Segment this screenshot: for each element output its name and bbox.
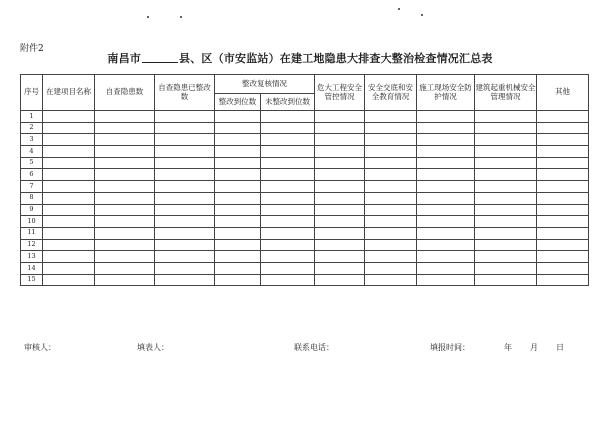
table-row xyxy=(21,157,589,169)
table-cell xyxy=(155,227,215,239)
table-cell xyxy=(95,157,155,169)
row-number: 2 xyxy=(21,122,43,134)
table-cell xyxy=(417,169,475,181)
table-cell xyxy=(43,157,95,169)
table-cell xyxy=(365,111,417,123)
row-number: 3 xyxy=(21,134,43,146)
header-self-rectified: 自查隐患已整改数 xyxy=(155,75,215,111)
row-number: 11 xyxy=(21,227,43,239)
footer-date-label: 填报时间： xyxy=(430,343,470,352)
row-number: 10 xyxy=(21,216,43,228)
table-cell xyxy=(155,239,215,251)
table-cell xyxy=(261,157,315,169)
table-cell xyxy=(537,181,589,193)
table-cell xyxy=(315,204,365,216)
footer-day: 日 xyxy=(556,343,564,352)
table-cell xyxy=(43,227,95,239)
table-cell xyxy=(155,111,215,123)
table-cell xyxy=(365,274,417,286)
table-cell xyxy=(315,274,365,286)
table-cell xyxy=(261,204,315,216)
header-site-protection: 施工现场安全防护情况 xyxy=(417,75,475,111)
table-cell xyxy=(417,181,475,193)
row-number: 4 xyxy=(21,146,43,158)
table-cell xyxy=(537,262,589,274)
table-cell xyxy=(215,216,261,228)
row-number: 9 xyxy=(21,204,43,216)
table-cell xyxy=(417,204,475,216)
table-cell xyxy=(537,169,589,181)
table-cell xyxy=(537,134,589,146)
page-title xyxy=(0,50,600,66)
table-cell xyxy=(215,122,261,134)
table-cell xyxy=(475,146,537,158)
header-recheck-undone: 未整改到位数 xyxy=(261,94,315,111)
table-cell xyxy=(365,181,417,193)
table-cell xyxy=(155,146,215,158)
title-suffix: 县、区（市安监站）在建工地隐患大排查大整治检查情况汇总表 xyxy=(179,52,493,65)
table-cell xyxy=(537,274,589,286)
table-cell xyxy=(43,216,95,228)
footer-month: 月 xyxy=(530,343,538,352)
table-cell xyxy=(417,216,475,228)
table-cell xyxy=(155,134,215,146)
row-number: 15 xyxy=(21,274,43,286)
table-cell xyxy=(95,169,155,181)
table-cell xyxy=(215,146,261,158)
table-cell xyxy=(261,181,315,193)
table-cell xyxy=(315,181,365,193)
table-cell xyxy=(261,169,315,181)
table-cell xyxy=(95,227,155,239)
table-cell xyxy=(315,157,365,169)
table-cell xyxy=(155,216,215,228)
table-cell xyxy=(315,134,365,146)
table-cell xyxy=(43,181,95,193)
row-number: 12 xyxy=(21,239,43,251)
table-cell xyxy=(95,204,155,216)
table-cell xyxy=(95,251,155,263)
table-cell xyxy=(475,122,537,134)
table-cell xyxy=(43,111,95,123)
table-cell xyxy=(95,181,155,193)
table-cell xyxy=(215,181,261,193)
table-cell xyxy=(365,262,417,274)
table-cell xyxy=(417,122,475,134)
table-cell xyxy=(43,146,95,158)
table-cell xyxy=(365,146,417,158)
scan-speck xyxy=(421,14,423,16)
table-cell xyxy=(475,227,537,239)
table-cell xyxy=(155,122,215,134)
table-cell xyxy=(537,192,589,204)
table-cell xyxy=(475,192,537,204)
table-cell xyxy=(215,227,261,239)
table-cell xyxy=(365,251,417,263)
table-cell xyxy=(417,111,475,123)
table-cell xyxy=(315,262,365,274)
table-cell xyxy=(417,227,475,239)
table-cell xyxy=(215,262,261,274)
attachment-label: 附件2 xyxy=(20,44,44,54)
table-cell xyxy=(315,239,365,251)
table-cell xyxy=(43,239,95,251)
table-cell xyxy=(475,134,537,146)
table-cell xyxy=(261,146,315,158)
table-cell xyxy=(365,216,417,228)
table-cell xyxy=(261,239,315,251)
table-row xyxy=(21,239,589,251)
table-cell xyxy=(261,227,315,239)
table-cell xyxy=(43,134,95,146)
row-number: 7 xyxy=(21,181,43,193)
table-cell xyxy=(315,251,365,263)
table-row xyxy=(21,262,589,274)
table-cell xyxy=(365,204,417,216)
table-cell xyxy=(261,262,315,274)
table-cell xyxy=(475,239,537,251)
table-row xyxy=(21,251,589,263)
table-cell xyxy=(215,204,261,216)
table-cell xyxy=(537,204,589,216)
table-row xyxy=(21,192,589,204)
table-row xyxy=(21,216,589,228)
table-cell xyxy=(537,251,589,263)
table-cell xyxy=(43,192,95,204)
table-cell xyxy=(365,239,417,251)
header-other: 其他 xyxy=(537,75,589,111)
table-cell xyxy=(417,192,475,204)
table-cell xyxy=(537,122,589,134)
table-cell xyxy=(155,262,215,274)
footer-year: 年 xyxy=(504,343,512,352)
table-row xyxy=(21,227,589,239)
table-cell xyxy=(475,181,537,193)
table-cell xyxy=(95,192,155,204)
table-cell xyxy=(417,157,475,169)
table-cell xyxy=(155,169,215,181)
table-cell xyxy=(365,227,417,239)
table-cell xyxy=(475,169,537,181)
scan-speck xyxy=(147,16,149,18)
table-row xyxy=(21,122,589,134)
table-row xyxy=(21,274,589,286)
table-cell xyxy=(215,111,261,123)
table-cell xyxy=(315,169,365,181)
table-cell xyxy=(95,239,155,251)
table-cell xyxy=(261,134,315,146)
header-recheck-done: 整改到位数 xyxy=(215,94,261,111)
scan-speck xyxy=(180,16,182,18)
table-cell xyxy=(215,157,261,169)
header-recheck-group: 整改复核情况 xyxy=(215,75,315,94)
table-cell xyxy=(43,262,95,274)
table-cell xyxy=(215,274,261,286)
table-cell xyxy=(43,169,95,181)
table-cell xyxy=(475,157,537,169)
table-cell xyxy=(475,262,537,274)
table-cell xyxy=(365,122,417,134)
table-cell xyxy=(95,262,155,274)
table-cell xyxy=(365,169,417,181)
table-cell xyxy=(537,227,589,239)
table-cell xyxy=(475,111,537,123)
row-number: 14 xyxy=(21,262,43,274)
table-cell xyxy=(315,192,365,204)
table-cell xyxy=(365,134,417,146)
header-safety-briefing: 安全交底和安全教育情况 xyxy=(365,75,417,111)
title-prefix: 南昌市 xyxy=(107,52,141,65)
row-number: 6 xyxy=(21,169,43,181)
table-row xyxy=(21,111,589,123)
table-cell xyxy=(417,262,475,274)
table-cell xyxy=(43,274,95,286)
table-row xyxy=(21,169,589,181)
table-cell xyxy=(417,146,475,158)
table-cell xyxy=(261,122,315,134)
table-cell xyxy=(315,111,365,123)
table-cell xyxy=(155,251,215,263)
table-cell xyxy=(155,181,215,193)
table-cell xyxy=(215,251,261,263)
summary-table xyxy=(20,74,589,286)
table-cell xyxy=(475,204,537,216)
table-row xyxy=(21,134,589,146)
table-cell xyxy=(315,122,365,134)
table-cell xyxy=(261,111,315,123)
table-cell xyxy=(43,204,95,216)
table-cell xyxy=(95,111,155,123)
table-cell xyxy=(95,134,155,146)
table-cell xyxy=(155,274,215,286)
row-number: 8 xyxy=(21,192,43,204)
header-dangerous-works: 危大工程安全管控情况 xyxy=(315,75,365,111)
table-cell xyxy=(417,274,475,286)
table-cell xyxy=(475,216,537,228)
table-cell xyxy=(315,227,365,239)
table-cell xyxy=(475,274,537,286)
footer-reviewer: 审核人： xyxy=(24,343,56,352)
table-cell xyxy=(417,251,475,263)
table-cell xyxy=(215,239,261,251)
table-cell xyxy=(215,134,261,146)
table-cell xyxy=(261,192,315,204)
table-cell xyxy=(155,157,215,169)
table-cell xyxy=(417,239,475,251)
header-seq: 序号 xyxy=(21,75,43,111)
table-cell xyxy=(537,216,589,228)
table-cell xyxy=(261,274,315,286)
table-cell xyxy=(215,169,261,181)
table-row xyxy=(21,181,589,193)
footer-filler: 填表人： xyxy=(137,343,169,352)
table-cell xyxy=(315,146,365,158)
header-crane-mgmt: 建筑起重机械安全管理情况 xyxy=(475,75,537,111)
row-number: 13 xyxy=(21,251,43,263)
table-cell xyxy=(95,146,155,158)
table-cell xyxy=(365,157,417,169)
row-number: 1 xyxy=(21,111,43,123)
table-cell xyxy=(43,251,95,263)
footer-phone: 联系电话： xyxy=(294,343,334,352)
scan-speck xyxy=(398,8,400,10)
table-cell xyxy=(537,239,589,251)
table-cell xyxy=(537,146,589,158)
table-cell xyxy=(95,122,155,134)
table-cell xyxy=(365,192,417,204)
row-number: 5 xyxy=(21,157,43,169)
table-cell xyxy=(43,122,95,134)
table-row xyxy=(21,146,589,158)
table-cell xyxy=(537,111,589,123)
table-cell xyxy=(215,192,261,204)
header-self-hazards: 自查隐患数 xyxy=(95,75,155,111)
table-cell xyxy=(155,192,215,204)
table-cell xyxy=(155,204,215,216)
table-cell xyxy=(95,274,155,286)
header-project: 在建项目名称 xyxy=(43,75,95,111)
title-blank-line xyxy=(142,51,178,63)
table-cell xyxy=(417,134,475,146)
table-row xyxy=(21,204,589,216)
table-cell xyxy=(261,251,315,263)
table-cell xyxy=(537,157,589,169)
table-cell xyxy=(475,251,537,263)
table-cell xyxy=(261,216,315,228)
table-cell xyxy=(315,216,365,228)
table-cell xyxy=(95,216,155,228)
